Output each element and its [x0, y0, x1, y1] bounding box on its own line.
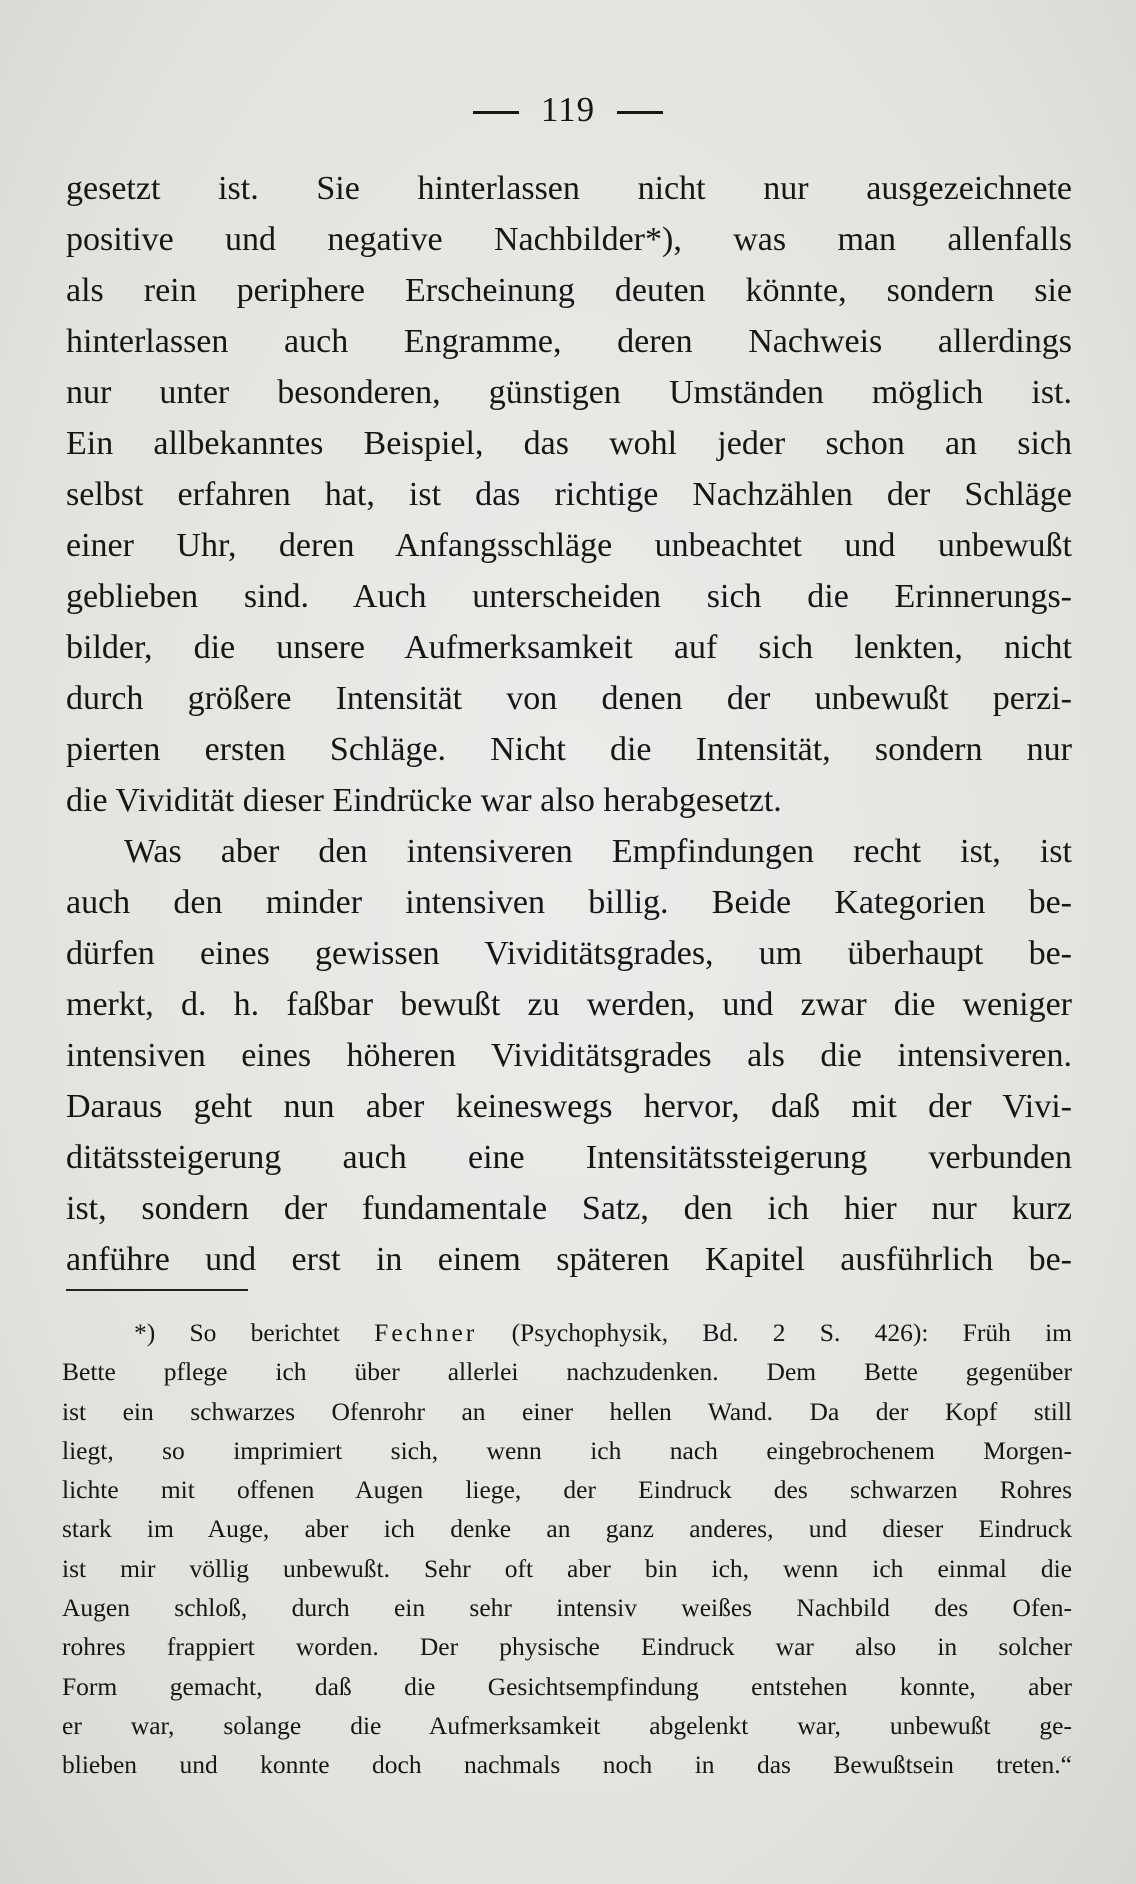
text-line: nur unter besonderen, günstigen Umständen möglich ist. — [66, 374, 1072, 411]
footnote-author: Fechner — [374, 1318, 478, 1347]
text-line: auch den minder intensiven billig. Beide Kategorien be- — [66, 884, 1072, 921]
footnote-line: ist ein schwarzes Ofenrohr an einer hellen Wand. Da der Kopf still — [62, 1396, 1072, 1426]
footnote-line: rohres frappiert worden. Der physische Eindruck war also in solcher — [62, 1632, 1072, 1662]
footnote-line: Form gemacht, daß die Gesichtsempfindung entstehen konnte, aber — [62, 1671, 1072, 1701]
footnote-line: liegt, so imprimiert sich, wenn ich nach eingebrochenem Morgen- — [62, 1435, 1072, 1465]
text-line: Ein allbekanntes Beispiel, das wohl jeder schon an sich — [66, 425, 1072, 462]
body-text — [66, 163, 1072, 1285]
footnote-line: stark im Auge, aber ich denke an ganz anderes, und dieser Eindruck — [62, 1514, 1072, 1544]
text-line: einer Uhr, deren Anfangsschläge unbeachtet und unbewußt — [66, 527, 1072, 564]
footnote-citation: (Psychophysik, Bd. 2 S. 426): Früh im — [511, 1318, 1072, 1347]
text-line: anführe und erst in einem späteren Kapitel ausführlich be- — [66, 1241, 1072, 1278]
footnote-marker: *) So berichtet — [134, 1318, 340, 1347]
text-line: ist, sondern der fundamentale Satz, den ich hier nur kurz — [66, 1190, 1072, 1227]
text-line: selbst erfahren hat, ist das richtige Nachzählen der Schläge — [66, 476, 1072, 513]
footnote-line: blieben und konnte doch nachmals noch in das Bewußtsein treten.“ — [62, 1750, 1072, 1780]
page-number — [0, 88, 1136, 132]
left-dash — [473, 111, 519, 114]
text-line: dürfen eines gewissen Vividitätsgrades, um überhaupt be- — [66, 935, 1072, 972]
text-line: durch größere Intensität von denen der unbewußt perzi- — [66, 680, 1072, 717]
footnote — [62, 1313, 1072, 1785]
footnote-line: er war, solange die Aufmerksamkeit abgelenkt war, unbewußt ge- — [62, 1710, 1072, 1740]
footnote-line: ist mir völlig unbewußt. Sehr oft aber bin ich, wenn ich einmal die — [62, 1553, 1072, 1583]
text-line: gesetzt ist. Sie hinterlassen nicht nur ausgezeichnete — [66, 170, 1072, 207]
text-line: als rein periphere Erscheinung deuten könnte, sondern sie — [66, 272, 1072, 309]
text-line: intensiven eines höheren Vividitätsgrades als die intensiveren. — [66, 1037, 1072, 1074]
footnote-line: Augen schloß, durch ein sehr intensiv weißes Nachbild des Ofen- — [62, 1593, 1072, 1623]
text-line: Daraus geht nun aber keineswegs hervor, daß mit der Vivi- — [66, 1088, 1072, 1125]
text-line: geblieben sind. Auch unterscheiden sich die Erinnerungs- — [66, 578, 1072, 615]
footnote-divider — [66, 1289, 248, 1291]
text-line: die Vividität dieser Eindrücke war also herabgesetzt. — [66, 782, 782, 819]
text-line: hinterlassen auch Engramme, deren Nachweis allerdings — [66, 323, 1072, 360]
page-number-value: 119 — [540, 90, 596, 129]
footnote-line: Bette pflege ich über allerlei nachzudenken. Dem Bette gegenüber — [62, 1357, 1072, 1387]
text-line: merkt, d. h. faßbar bewußt zu werden, und zwar die weniger — [66, 986, 1072, 1023]
text-line: ditätssteigerung auch eine Intensitätssteigerung verbunden — [66, 1139, 1072, 1176]
right-dash — [617, 111, 663, 114]
paragraph-start-line: Was aber den intensiveren Empfindungen recht ist, ist — [124, 833, 1072, 870]
footnote-line: lichte mit offenen Augen liege, der Eindruck des schwarzen Rohres — [62, 1475, 1072, 1505]
text-line: pierten ersten Schläge. Nicht die Intensität, sondern nur — [66, 731, 1072, 768]
text-line: bilder, die unsere Aufmerksamkeit auf sich lenkten, nicht — [66, 629, 1072, 666]
footnote-first-line — [62, 1313, 1072, 1352]
text-line: positive und negative Nachbilder*), was man allenfalls — [66, 221, 1072, 258]
